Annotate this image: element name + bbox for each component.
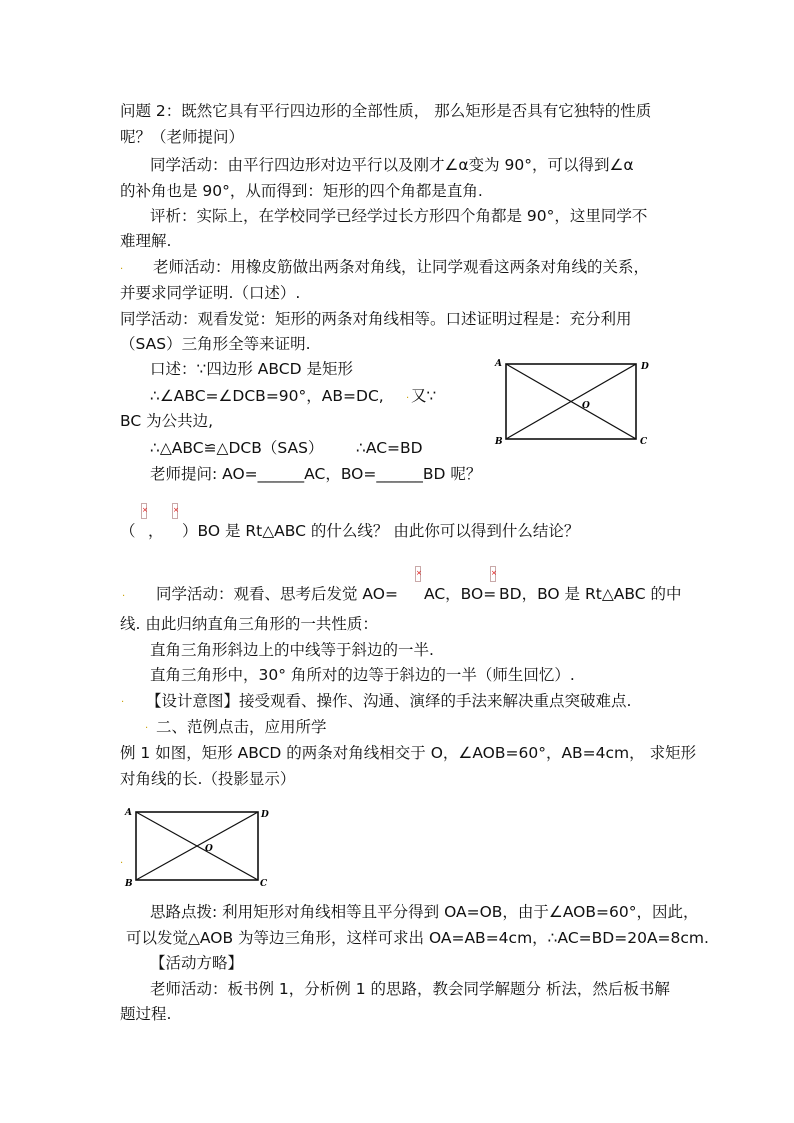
- paren-comma: ，: [148, 522, 164, 540]
- vertex-label-b: B: [125, 879, 133, 888]
- property-30-degree: 直角三角形中，30° 角所对的边等于斜边的一半（师生回忆）.: [150, 666, 575, 684]
- rectangle-figure-1: [490, 356, 650, 448]
- bullet-dot: .: [121, 694, 125, 705]
- vertex-label-c: C: [260, 879, 268, 888]
- teacher-activity-line2: 并要求同学证明.（口述）.: [120, 284, 301, 302]
- question-2-line2: 呢？（老师提问）: [120, 128, 245, 146]
- student-observe-bd: BD，BO 是 Rt△ABC 的中: [499, 585, 682, 603]
- proof-conclusion: ∴AC=BD: [356, 439, 423, 457]
- student-observe-line1: 同学活动：观看、思考后发觉 AO=: [156, 585, 398, 603]
- bullet-dot: .: [122, 588, 126, 599]
- question-2-line1: 问题 2：既然它具有平行四边形的全部性质， 那么矩形是否具有它独特的性质: [120, 102, 652, 120]
- proof-because: 又∵: [411, 387, 437, 405]
- vertex-label-a: A: [125, 808, 132, 818]
- teacher-activity-line1: 老师活动：用橡皮筋做出两条对角线，让同学观看这两条对角线的关系，: [153, 258, 650, 276]
- student-observe-ac: AC，BO=: [424, 585, 497, 603]
- vertex-label-b: B: [495, 437, 503, 447]
- activity-strategy-heading: 【活动方略】: [150, 954, 244, 972]
- paren-open: （: [120, 522, 136, 540]
- bullet-dot: .: [145, 720, 149, 731]
- hint-line1: 思路点拨: 利用矩形对角线相等且平分得到 OA=OB，由于∠AOB=60°，因此，: [150, 903, 699, 921]
- vertex-label-d: D: [641, 362, 649, 372]
- property-median: 直角三角形斜边上的中线等于斜边的一半.: [150, 641, 434, 659]
- observation-line1: 同学活动：观看发觉：矩形的两条对角线相等。口述证明过程是：充分利用: [120, 310, 632, 328]
- center-label-o: O: [205, 844, 213, 854]
- section-heading: 二、范例点击，应用所学: [156, 718, 327, 736]
- observation-line2: （SAS）三角形全等来证明.: [120, 335, 311, 353]
- vertex-label-d: D: [261, 810, 269, 820]
- broken-image-icon: [172, 503, 178, 519]
- proof-line3: BC 为公共边,: [120, 412, 214, 430]
- student-observe-line2: 线. 由此归纳直角三角形的一共性质：: [120, 615, 378, 633]
- comment-line1: 评析：实际上，在学校同学已经学过长方形四个角都是 90°，这里同学不: [150, 207, 648, 225]
- broken-image-icon: [141, 503, 147, 519]
- comment-line2: 难理解.: [120, 232, 172, 250]
- student-activity-line1: 同学活动：由平行四边形对边平行以及刚才∠α变为 90°，可以得到∠α: [150, 156, 634, 174]
- proof-line2: ∴∠ABC=∠DCB=90°，AB=DC,: [150, 387, 384, 405]
- bullet-dot: .: [120, 261, 124, 272]
- example-1-line2: 对角线的长.（投影显示）: [120, 770, 296, 788]
- teacher-activity-example: 老师活动：板书例 1，分析例 1 的思路，教会同学解题分 析法，然后板书解: [150, 980, 670, 998]
- bullet-dot: .: [120, 855, 124, 866]
- rectangle-figure-2: [120, 802, 270, 888]
- broken-image-icon: [415, 566, 421, 582]
- proof-line4: ∴△ABC≌△DCB（SAS）: [150, 439, 324, 457]
- broken-image-icon: [490, 566, 496, 582]
- inline-dot: .: [406, 390, 410, 401]
- vertex-label-a: A: [495, 359, 502, 369]
- hint-line2: 可以发觉△AOB 为等边三角形，这样可求出 OA=AB=4cm，∴AC=BD=20A=8cm.: [126, 929, 709, 947]
- teacher-question: 老师提问: AO=______AC，BO=______BD 呢？: [150, 465, 482, 483]
- teacher-activity-example-end: 题过程.: [120, 1005, 172, 1023]
- student-activity-line2: 的补角也是 90°，从而得到：矩形的四个角都是直角.: [120, 182, 483, 200]
- example-1-line1: 例 1 如图，矩形 ABCD 的两条对角线相交于 O，∠AOB=60°，AB=4cm， 求矩形: [120, 744, 697, 762]
- center-label-o: O: [582, 401, 590, 411]
- design-intent: 【设计意图】接受观看、操作、沟通、演绎的手法来解决重点突破难点.: [146, 692, 632, 710]
- proof-line1: 口述：∵四边形 ABCD 是矩形: [150, 360, 353, 378]
- bo-question: ）BO 是 Rt△ABC 的什么线？ 由此你可以得到什么结论？: [182, 522, 580, 540]
- vertex-label-c: C: [640, 437, 648, 447]
